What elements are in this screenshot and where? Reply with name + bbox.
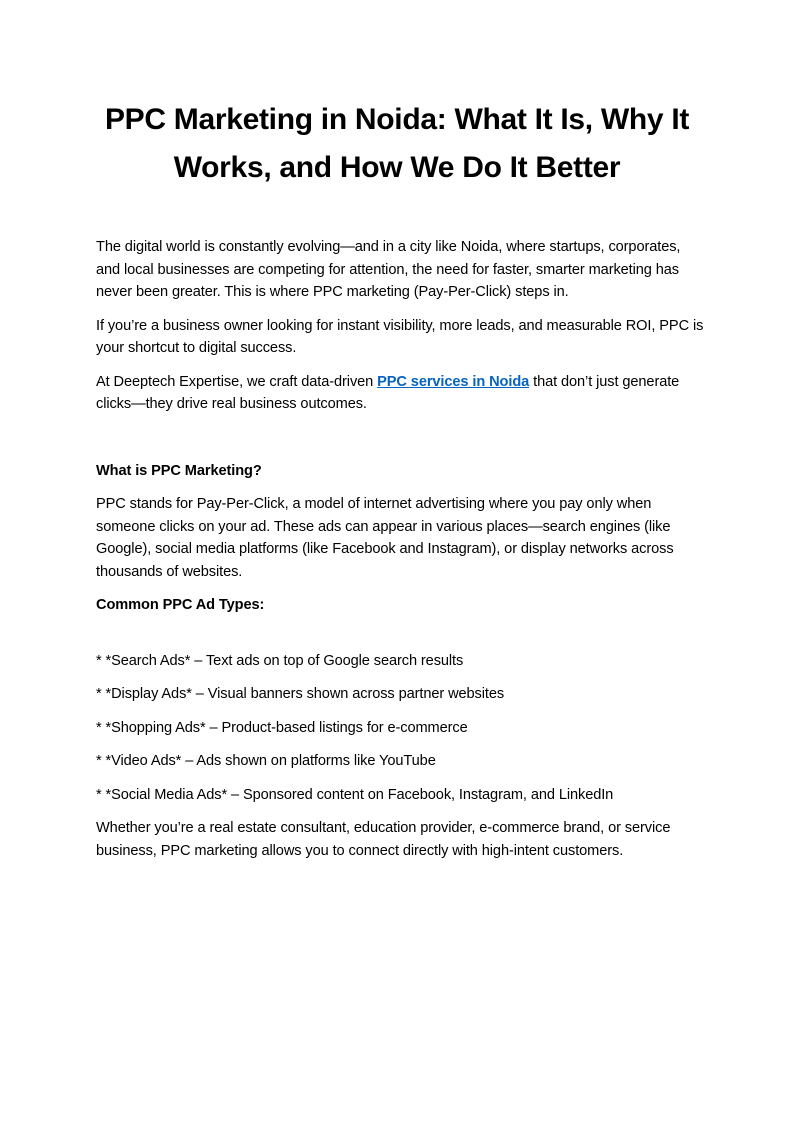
spacer bbox=[96, 427, 706, 460]
ad-type-item-shopping: * *Shopping Ads* – Product-based listings for e-commerce bbox=[96, 719, 468, 736]
section-heading-what-is-ppc: What is PPC Marketing? bbox=[96, 462, 262, 479]
section-paragraph-ppc-definition: PPC stands for Pay-Per-Click, a model of internet advertising where you pay only when someone clicks on your ad. These ads can appear in various places—search engines (like Google), social media platforms (like Facebook and Instagram), or display networks across thousands of websites. bbox=[96, 496, 674, 580]
ad-types-heading: Common PPC Ad Types: bbox=[96, 597, 265, 613]
page-title: PPC Marketing in Noida: What It Is, Why It Works, and How We Do It Better bbox=[104, 103, 690, 184]
intro-paragraph-2: If you’re a business owner looking for instant visibility, more leads, and measurable ROI, PPC is your shortcut to digital success. bbox=[96, 317, 704, 356]
intro-paragraph-3 bbox=[96, 371, 706, 416]
document-body bbox=[96, 236, 706, 873]
intro-paragraph-3-text-before: At Deeptech Expertise, we craft data-driven bbox=[96, 373, 378, 390]
intro-paragraph-3-text-after: that don’t just generate clicks—they drive real business outcomes. bbox=[96, 373, 680, 412]
intro-paragraph-1: The digital world is constantly evolving—and in a city like Noida, where startups, corporates, and local businesses are competing for attention, the need for faster, smarter marketing has never been greater. This is where PPC marketing (Pay-Per-Click) steps in. bbox=[96, 239, 681, 300]
ad-type-item-social: * *Social Media Ads* – Sponsored content on Facebook, Instagram, and LinkedIn bbox=[96, 786, 614, 803]
ad-type-item-search: * *Search Ads* – Text ads on top of Google search results bbox=[96, 652, 464, 669]
ppc-services-link[interactable]: PPC services in Noida bbox=[377, 373, 530, 390]
closing-paragraph: Whether you’re a real estate consultant, education provider, e-commerce brand, or service business, PPC marketing allows you to connect directly with high-intent customers. bbox=[96, 820, 671, 859]
ad-type-item-video: * *Video Ads* – Ads shown on platforms like YouTube bbox=[96, 753, 436, 769]
spacer bbox=[96, 628, 706, 650]
ad-type-item-display: * *Display Ads* – Visual banners shown across partner websites bbox=[96, 686, 505, 702]
